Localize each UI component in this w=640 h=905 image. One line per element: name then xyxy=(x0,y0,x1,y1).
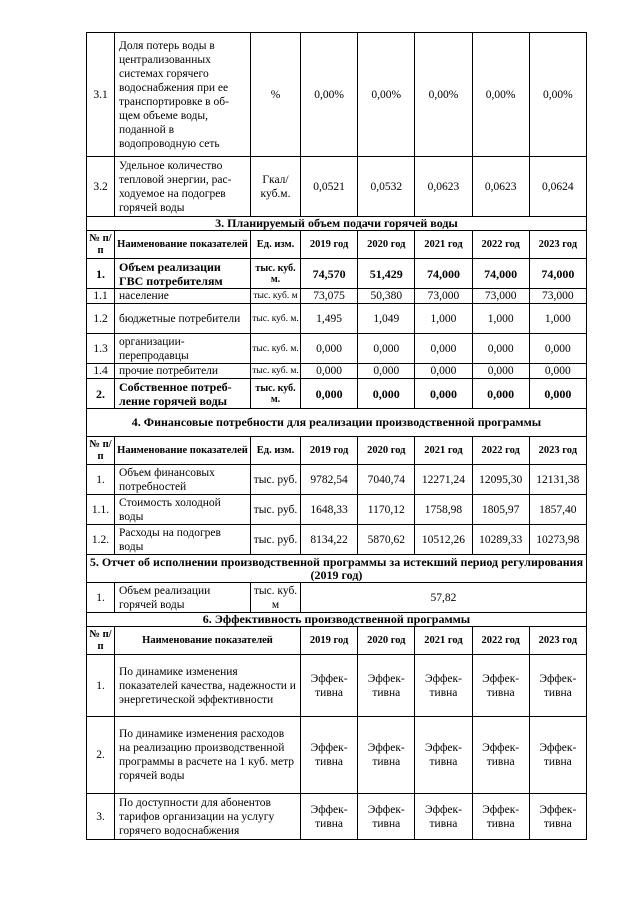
table-row: 1. Объем реализации ГВС потребителям тыс. куб. м. 74,570 51,429 74,000 74,000 74,000 xyxy=(87,259,587,289)
production-program-table xyxy=(86,32,587,840)
table-row: 3. По доступности для абонентов тарифов организации на услугу горячего водоснабжения Эффек-тивна Эффек-тивна Эффек-тивна Эффек-тивна Эффек-тивна xyxy=(87,794,587,840)
table-header: № п/п Наименование показателей 2019 год 2020 год 2021 год 2022 год 2023 год xyxy=(87,627,587,655)
table-row: 1. По динамике изменения показателей качества, надежности и энергетической эффективности Эффек-тивна Эффек-тивна Эффек-тивна Эффек-тивна Эффек-тивна xyxy=(87,655,587,717)
table-row: 1.4 прочие потребители тыс. куб. м. 0,000 0,000 0,000 0,000 0,000 xyxy=(87,364,587,379)
section-title: 3. Планируемый объем подачи горячей воды xyxy=(87,217,587,231)
section-title: 4. Финансовые потребности для реализации производственной программы xyxy=(87,409,587,437)
table-row: 1. Объем реализации горячей воды тыс. куб. м 57,82 xyxy=(87,583,587,613)
table-row: 1.1. Стоимость холодной воды тыс. руб. 1648,33 1170,12 1758,98 1805,97 1857,40 xyxy=(87,495,587,525)
table-row: 1.2. Расходы на подогрев воды тыс. руб. 8134,22 5870,62 10512,26 10289,33 10273,98 xyxy=(87,525,587,555)
table-row: 1.2 бюджетные потребители тыс. куб. м. 1,495 1,049 1,000 1,000 1,000 xyxy=(87,304,587,334)
table-row: 3.2 Удельное количество тепловой энергии, рас-ходуемое на подогрев горячей воды Гкал/ куб.м. 0,0521 0,0532 0,0623 0,0623 0,0624 xyxy=(87,157,587,217)
table-row: 3.1 Доля потерь воды в централизованных системах горячего водоснабжения при ее транспортировке в об-щем объеме воды, поданной в водопроводную сеть % 0,00% 0,00% 0,00% 0,00% 0,00% xyxy=(87,33,587,157)
table-row: 2. Собственное потреб-ление горячей воды тыс. куб. м. 0,000 0,000 0,000 0,000 0,000 xyxy=(87,379,587,409)
section-title: 6. Эффективность производственной программы xyxy=(87,613,587,627)
table-row: 1.3 организации-перепродавцы тыс. куб. м. 0,000 0,000 0,000 0,000 0,000 xyxy=(87,334,587,364)
table-row: 1.1 население тыс. куб. м 73,075 50,380 73,000 73,000 73,000 xyxy=(87,289,587,304)
section-title: 5. Отчет об исполнении производственной программы за истекший период регулирования (2019 год) xyxy=(87,555,587,583)
table-header: № п/п Наименование показателей Ед. изм. 2019 год 2020 год 2021 год 2022 год 2023 год xyxy=(87,231,587,259)
table-row: 1. Объем финансовых потребностей тыс. руб. 9782,54 7040,74 12271,24 12095,30 12131,38 xyxy=(87,465,587,495)
table-header: № п/п Наименование показателей Ед. изм. 2019 год 2020 год 2021 год 2022 год 2023 год xyxy=(87,437,587,465)
table-row: 2. По динамике изменения расходов на реализацию производственной программы в расчете на 1 куб. метр горячей воды Эффек-тивна Эффек-тивна Эффек-тивна Эффек-тивна Эффек-тивна xyxy=(87,717,587,794)
